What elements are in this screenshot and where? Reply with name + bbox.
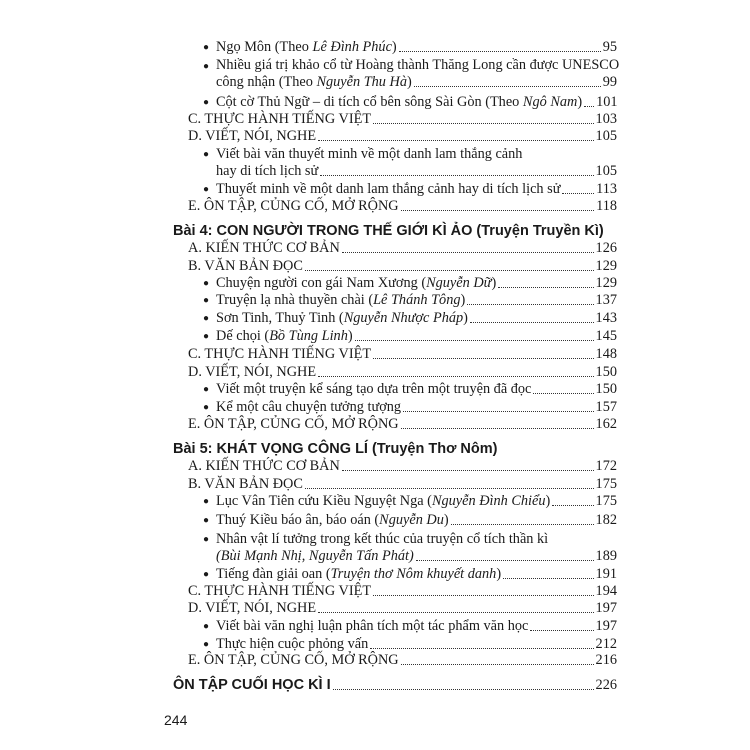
- bullet-icon: ●: [203, 569, 210, 580]
- bullet-icon: ●: [203, 278, 210, 289]
- leader-dots: [333, 689, 594, 690]
- leader-dots: [370, 648, 593, 649]
- toc-entry: Dế chọi (Bồ Tùng Linh) 145: [216, 328, 617, 344]
- bullet-icon: ●: [203, 515, 210, 526]
- page-ref: 148: [595, 346, 617, 362]
- leader-dots: [401, 210, 594, 211]
- leader-dots: [503, 578, 593, 579]
- leader-dots: [467, 304, 593, 305]
- toc-entry: Lục Vân Tiên cứu Kiều Nguyệt Nga (Nguyễn Đình Chiểu) 175: [216, 493, 617, 509]
- page-ref: 129: [595, 258, 617, 274]
- toc-entry: Truyện lạ nhà thuyền chài (Lê Thánh Tông) 137: [216, 292, 617, 308]
- bullet-icon: ●: [203, 331, 210, 342]
- toc-entry: Thuyết minh về một danh lam thắng cảnh hay di tích lịch sử 113: [216, 181, 617, 197]
- toc-entry: B. VĂN BẢN ĐỌC 129: [188, 258, 617, 274]
- bullet-icon: ●: [203, 402, 210, 413]
- leader-dots: [318, 376, 593, 377]
- toc-entry: Viết bài văn nghị luận phân tích một tác phẩm văn học 197: [216, 618, 617, 634]
- lesson-heading: Bài 4: CON NGƯỜI TRONG THẾ GIỚI KÌ ẢO (Truyện Truyền Kì): [173, 223, 604, 239]
- toc-entry: E. ÔN TẬP, CỦNG CỐ, MỞ RỘNG 162: [188, 416, 617, 432]
- page-ref: 194: [595, 583, 617, 599]
- toc-entry: C. THỰC HÀNH TIẾNG VIỆT 194: [188, 583, 617, 599]
- page-ref: 150: [595, 364, 617, 380]
- toc-entry: Cột cờ Thủ Ngữ – di tích cổ bên sông Sài Gòn (Theo Ngô Nam) 101: [216, 94, 618, 110]
- page-ref: 182: [595, 512, 617, 528]
- toc-entry: A. KIẾN THỨC CƠ BẢN 126: [188, 240, 617, 256]
- page-number: 244: [164, 712, 188, 728]
- leader-dots: [498, 287, 593, 288]
- bullet-icon: ●: [203, 97, 210, 108]
- toc-entry-final-review: ÔN TẬP CUỐI HỌC KÌ I 226: [173, 677, 617, 693]
- page-ref: 162: [595, 416, 617, 432]
- toc-entry: Thực hiện cuộc phỏng vấn 212: [216, 636, 617, 652]
- bullet-icon: ●: [203, 42, 210, 53]
- page-ref: 197: [595, 618, 617, 634]
- leader-dots: [305, 488, 594, 489]
- leader-dots: [414, 86, 601, 87]
- bullet-icon: ●: [203, 313, 210, 324]
- toc-entry: B. VĂN BẢN ĐỌC 175: [188, 476, 617, 492]
- toc-entry-line1: Viết bài văn thuyết minh về một danh lam thắng cảnh: [216, 146, 523, 162]
- toc-entry: E. ÔN TẬP, CỦNG CỐ, MỞ RỘNG 216: [188, 652, 617, 668]
- leader-dots: [318, 140, 593, 141]
- toc-entry-line1: Nhân vật lí tưởng trong kết thúc của truyện cổ tích thần kì: [216, 531, 549, 547]
- page-ref: 105: [595, 128, 617, 144]
- leader-dots: [470, 322, 594, 323]
- page-ref: 105: [595, 163, 617, 179]
- toc-entry: Sơn Tinh, Thuỷ Tinh (Nguyễn Nhược Pháp) 143: [216, 310, 617, 326]
- leader-dots: [530, 630, 593, 631]
- leader-dots: [562, 193, 594, 194]
- page-ref: 101: [596, 94, 618, 110]
- bullet-icon: ●: [203, 496, 210, 507]
- leader-dots: [355, 340, 594, 341]
- page-ref: 212: [595, 636, 617, 652]
- page-ref: 99: [602, 74, 617, 90]
- page-ref: 172: [595, 458, 617, 474]
- toc-entry: C. THỰC HÀNH TIẾNG VIỆT 103: [188, 111, 617, 127]
- page-ref: 216: [595, 652, 617, 668]
- page-ref: 175: [595, 493, 617, 509]
- leader-dots: [401, 664, 594, 665]
- leader-dots: [318, 612, 593, 613]
- leader-dots: [342, 252, 594, 253]
- bullet-icon: ●: [203, 61, 210, 72]
- toc-entry: Viết một truyện kể sáng tạo dựa trên một truyện đã đọc 150: [216, 381, 617, 397]
- toc-entry: C. THỰC HÀNH TIẾNG VIỆT 148: [188, 346, 617, 362]
- page-ref: 126: [595, 240, 617, 256]
- page-ref: 95: [602, 39, 617, 55]
- leader-dots: [373, 358, 594, 359]
- leader-dots: [416, 560, 594, 561]
- toc-entry: Thuý Kiều báo ân, báo oán (Nguyễn Du) 182: [216, 512, 617, 528]
- bullet-icon: ●: [203, 149, 210, 160]
- toc-entry: D. VIẾT, NÓI, NGHE 105: [188, 128, 617, 144]
- page-ref: 103: [595, 111, 617, 127]
- toc-entry: D. VIẾT, NÓI, NGHE 150: [188, 364, 617, 380]
- leader-dots: [320, 175, 593, 176]
- leader-dots: [584, 106, 594, 107]
- leader-dots: [373, 123, 594, 124]
- page-ref: 189: [595, 548, 617, 564]
- toc-entry: Ngọ Môn (Theo Lê Đình Phúc) 95: [216, 39, 617, 55]
- toc-entry: Kể một câu chuyện tưởng tượng 157: [216, 399, 617, 415]
- page-ref: 118: [596, 198, 617, 214]
- page-ref: 145: [595, 328, 617, 344]
- bullet-icon: ●: [203, 384, 210, 395]
- toc-entry: D. VIẾT, NÓI, NGHE 197: [188, 600, 617, 616]
- toc-entry: Chuyện người con gái Nam Xương (Nguyễn Dữ) 129: [216, 275, 617, 291]
- bullet-icon: ●: [203, 639, 210, 650]
- leader-dots: [399, 51, 601, 52]
- leader-dots: [305, 270, 594, 271]
- toc-entry: A. KIẾN THỨC CƠ BẢN 172: [188, 458, 617, 474]
- page-ref: 226: [595, 677, 617, 693]
- leader-dots: [373, 595, 594, 596]
- leader-dots: [401, 428, 594, 429]
- bullet-icon: ●: [203, 621, 210, 632]
- toc-entry: E. ÔN TẬP, CỦNG CỐ, MỞ RỘNG 118: [188, 198, 617, 214]
- toc-entry: hay di tích lịch sử 105: [216, 163, 617, 179]
- page-ref: 197: [595, 600, 617, 616]
- toc-entry: (Bùi Mạnh Nhị, Nguyễn Tấn Phát) 189: [216, 548, 617, 564]
- leader-dots: [552, 505, 593, 506]
- bullet-icon: ●: [203, 534, 210, 545]
- toc-entry-line1: Nhiều giá trị khảo cổ từ Hoàng thành Thăng Long cần được UNESCO: [216, 57, 620, 73]
- page-ref: 113: [596, 181, 617, 197]
- page-ref: 150: [595, 381, 617, 397]
- page-ref: 137: [595, 292, 617, 308]
- toc-entry: Tiếng đàn giải oan (Truyện thơ Nôm khuyết danh) 191: [216, 566, 617, 582]
- bullet-icon: ●: [203, 295, 210, 306]
- toc-entry: công nhận (Theo Nguyễn Thu Hà) 99: [216, 74, 617, 90]
- page-ref: 175: [595, 476, 617, 492]
- leader-dots: [451, 524, 594, 525]
- leader-dots: [533, 393, 593, 394]
- page-ref: 143: [595, 310, 617, 326]
- leader-dots: [342, 470, 594, 471]
- bullet-icon: ●: [203, 184, 210, 195]
- lesson-heading: Bài 5: KHÁT VỌNG CÔNG LÍ (Truyện Thơ Nôm): [173, 441, 498, 457]
- page-ref: 191: [595, 566, 617, 582]
- page-ref: 157: [595, 399, 617, 415]
- page-ref: 129: [595, 275, 617, 291]
- leader-dots: [403, 411, 593, 412]
